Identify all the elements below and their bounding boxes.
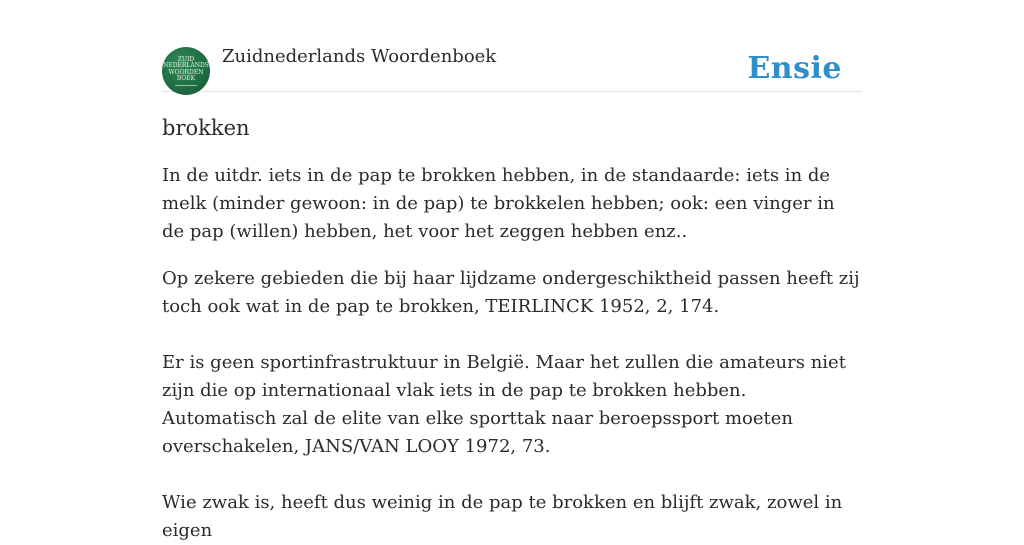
logo-line: BOEK	[176, 75, 196, 82]
entry-example: Op zekere gebieden die bij haar lijdzame ondergeschiktheid passen heeft zij toch ook wat in de pap te brokken, TEIRLINCK 1952, 2, 174.	[162, 268, 860, 317]
dictionary-title-link[interactable]: Zuidnederlands Woordenboek	[222, 46, 497, 67]
entry-example: Wie zwak is, heeft dus weinig in de pap te brokken en blijft zwak, zowel in eigen	[162, 492, 843, 541]
page-container	[162, 40, 862, 545]
logo-line: ZUID	[177, 55, 195, 63]
site-header	[162, 40, 862, 92]
entry-headword: brokken	[162, 116, 250, 140]
logo-line: WOORDEN	[168, 68, 204, 76]
logo-divider	[175, 85, 197, 86]
logo-line: NEDERLANDS	[163, 62, 209, 69]
dictionary-logo[interactable]	[162, 47, 210, 95]
ensie-brand-link[interactable]: Ensie	[747, 51, 842, 86]
entry-example: Er is geen sportinfrastruktuur in België. Maar het zullen die amateurs niet zijn die op internationaal vlak iets in de pap te brokken hebben. Automatisch zal de elite van elke sporttak naar beroepssport moeten overschakelen, JANS/VAN LOOY 1972, 73.	[162, 352, 846, 457]
entry-definition: In de uitdr. iets in de pap te brokken hebben, in de standaarde: iets in de melk (minder gewoon: in de pap) te brokkelen hebben; ook: een vinger in de pap (willen) hebben, het voor het zeggen hebben enz..	[162, 165, 835, 242]
